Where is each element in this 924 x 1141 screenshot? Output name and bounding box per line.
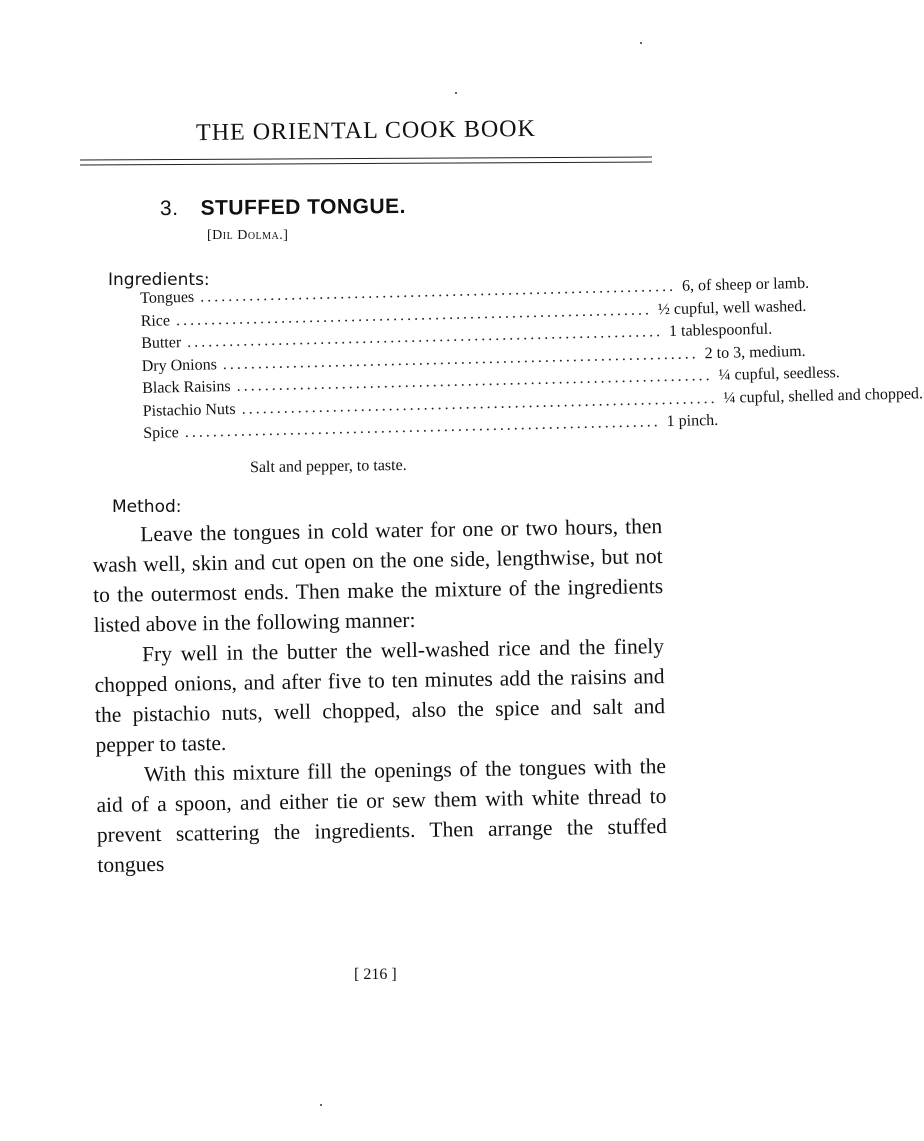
method-paragraph: With this mixture fill the openings of the tongues with the aid of a spoon, and either tie or sew them with white thread to prevent scattering the ingredients. Then arrange the stuffed tongues — [96, 754, 668, 877]
leader-dots: .................................................................... — [184, 413, 661, 442]
running-header: THE ORIENTAL COOK BOOK — [195, 115, 537, 147]
ingredients-label: Ingredients: — [108, 270, 210, 290]
method-paragraph: Fry well in the butter the well-washed rice and the finely chopped onions, and after five to ten minutes add the raisins and the pistachio nuts, well chopped, also the spice and salt and pepper to taste. — [94, 634, 666, 757]
leader-dots: .................................................................... — [175, 300, 653, 329]
method-paragraph: Leave the tongues in cold water for one or two hours, then wash well, skin and cut open on the one side, lengthwise, but not to the outermost ends. Then make the mixture of the ingredients listed above in the following manner: — [92, 514, 664, 637]
leader-dots: .................................................................... — [241, 389, 718, 418]
method-label: Method: — [112, 497, 182, 517]
method-body — [92, 511, 668, 880]
page-number: [ 216 ] — [354, 966, 397, 983]
ingredient-amount: 2 to 3, medium. — [704, 342, 806, 362]
print-speck — [640, 42, 642, 44]
ingredient-name: Rice — [140, 311, 171, 330]
ingredient-amount: ½ cupful, well washed. — [657, 297, 807, 318]
ingredient-amount: ¼ cupful, seedless. — [718, 364, 840, 384]
recipe-number: 3. — [159, 196, 179, 221]
leader-dots: .................................................................... — [187, 323, 664, 351]
recipe-subtitle: [Dil Dolma.] — [207, 228, 289, 243]
leader-dots: .................................................................... — [222, 344, 699, 373]
header-rule-thin — [80, 162, 652, 166]
leader-dots: .................................................................... — [236, 367, 713, 395]
seasoning-note: Salt and pepper, to taste. — [249, 456, 407, 477]
ingredient-amount: 1 pinch. — [666, 411, 719, 431]
ingredient-name: Spice — [143, 424, 179, 442]
leader-dots: .................................................................... — [199, 277, 677, 306]
print-speck — [455, 92, 457, 94]
recipe-heading — [160, 195, 406, 221]
ingredient-name: Pistachio Nuts — [142, 400, 236, 420]
print-speck — [320, 1104, 322, 1106]
ingredient-name: Tongues — [140, 288, 195, 307]
header-rule — [80, 157, 652, 161]
recipe-title: STUFFED TONGUE. — [200, 194, 407, 220]
ingredient-name: Butter — [141, 334, 182, 352]
ingredient-amount: ¼ cupful, shelled and chopped. — [723, 384, 924, 407]
ingredient-name: Black Raisins — [142, 377, 231, 397]
ingredient-amount: 1 tablespoonful. — [668, 320, 773, 341]
ingredient-amount: 6, of sheep or lamb. — [681, 274, 810, 295]
ingredient-name: Dry Onions — [141, 355, 218, 375]
